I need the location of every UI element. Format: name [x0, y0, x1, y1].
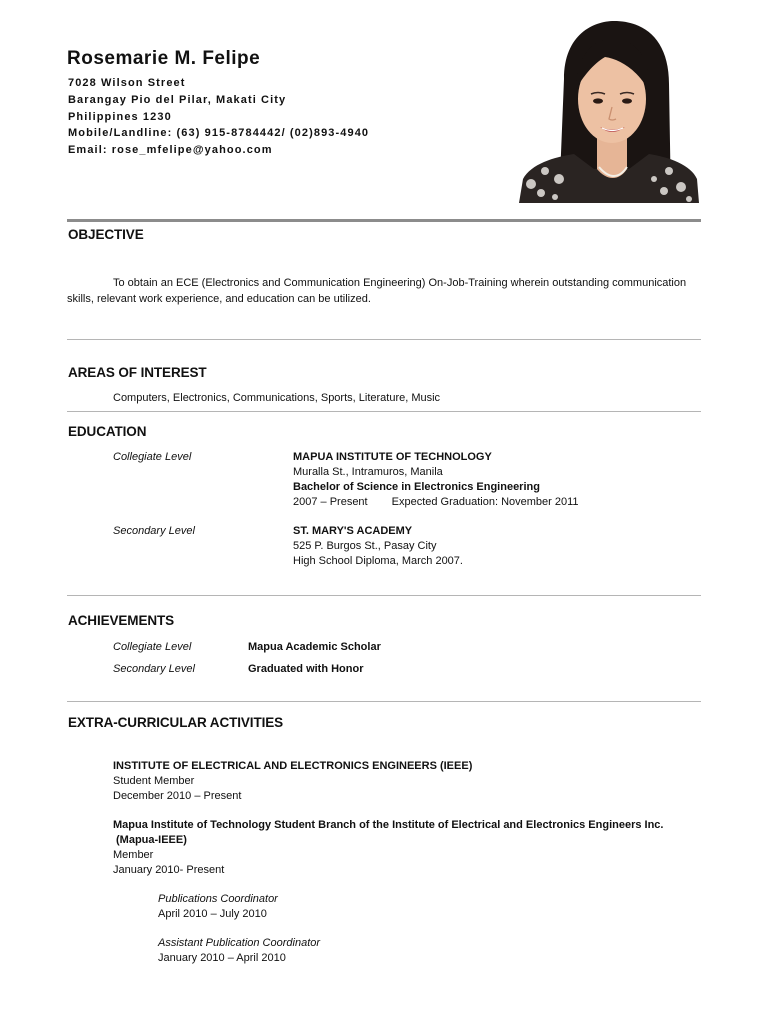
- achievements-heading: ACHIEVEMENTS: [68, 613, 175, 628]
- diploma: High School Diploma, March 2007.: [293, 555, 463, 567]
- activity-role: Member: [113, 849, 154, 861]
- expected-graduation: Expected Graduation: November 2011: [391, 496, 579, 508]
- education-level-collegiate: Collegiate Level: [113, 451, 192, 463]
- education-period: 2007 – Present: [293, 496, 368, 508]
- section-divider: [67, 411, 701, 412]
- objective-text: To obtain an ECE (Electronics and Communication Engineering) On-Job-Training wherein outstanding communication skills, relevant work experience, and education can be utilized.: [67, 277, 687, 305]
- education-heading: EDUCATION: [68, 424, 147, 439]
- activity-ieee: [113, 759, 472, 804]
- address-country: Philippines 1230: [68, 110, 172, 123]
- activity-mapua-ieee: [113, 818, 663, 878]
- section-divider: [67, 339, 701, 340]
- address-street: 7028 Wilson Street: [68, 77, 186, 89]
- position-title: Assistant Publication Coordinator: [158, 937, 321, 949]
- achievement-level-secondary: Secondary Level: [113, 663, 195, 675]
- section-divider: [67, 595, 701, 596]
- education-entry-secondary: [293, 524, 463, 569]
- achievement-award-collegiate: Mapua Academic Scholar: [248, 641, 381, 653]
- school-name: MAPUA INSTITUTE OF TECHNOLOGY: [293, 451, 492, 463]
- school-address: 525 P. Burgos St., Pasay City: [293, 540, 437, 552]
- position-assistant-publication: [158, 936, 320, 966]
- achievement-level-collegiate: Collegiate Level: [113, 641, 192, 653]
- school-address: Muralla St., Intramuros, Manila: [293, 466, 443, 478]
- position-title: Publications Coordinator: [158, 893, 278, 905]
- objective-heading: OBJECTIVE: [68, 227, 144, 242]
- section-divider: [67, 701, 701, 702]
- header-divider: [67, 219, 701, 222]
- activity-org: Mapua Institute of Technology Student Branch of the Institute of Electrical and Electronics Engineers Inc.: [113, 819, 664, 831]
- school-name: ST. MARY'S ACADEMY: [293, 525, 413, 537]
- email-address: Email: rose_mfelipe@yahoo.com: [68, 144, 273, 157]
- activity-org: INSTITUTE OF ELECTRICAL AND ELECTRONICS ENGINEERS (IEEE): [113, 760, 473, 772]
- position-publications: [158, 892, 278, 922]
- interests-text: Computers, Electronics, Communications, Sports, Literature, Music: [113, 392, 441, 404]
- contact-block: [68, 75, 369, 159]
- activity-org-abbrev: (Mapua-IEEE): [116, 834, 187, 846]
- profile-photo: [519, 19, 699, 203]
- activities-heading: EXTRA-CURRICULAR ACTIVITIES: [68, 715, 284, 730]
- degree: Bachelor of Science in Electronics Engineering: [293, 481, 540, 493]
- achievement-award-secondary: Graduated with Honor: [248, 663, 364, 675]
- interests-heading: AREAS OF INTEREST: [68, 365, 207, 380]
- education-level-secondary: Secondary Level: [113, 525, 195, 537]
- activity-role: Student Member: [113, 775, 195, 787]
- position-period: January 2010 – April 2010: [158, 952, 286, 964]
- activity-period: December 2010 – Present: [113, 790, 242, 802]
- address-barangay: Barangay Pio del Pilar, Makati City: [68, 93, 287, 106]
- position-period: April 2010 – July 2010: [158, 908, 267, 920]
- phone-numbers: Mobile/Landline: (63) 915-8784442/ (02)893-4940: [68, 127, 370, 140]
- activity-period: January 2010- Present: [113, 864, 225, 876]
- applicant-name: Rosemarie M. Felipe: [67, 48, 261, 69]
- education-period-line: [293, 495, 579, 510]
- education-entry-collegiate: [293, 450, 579, 510]
- objective-text-block: [67, 275, 707, 307]
